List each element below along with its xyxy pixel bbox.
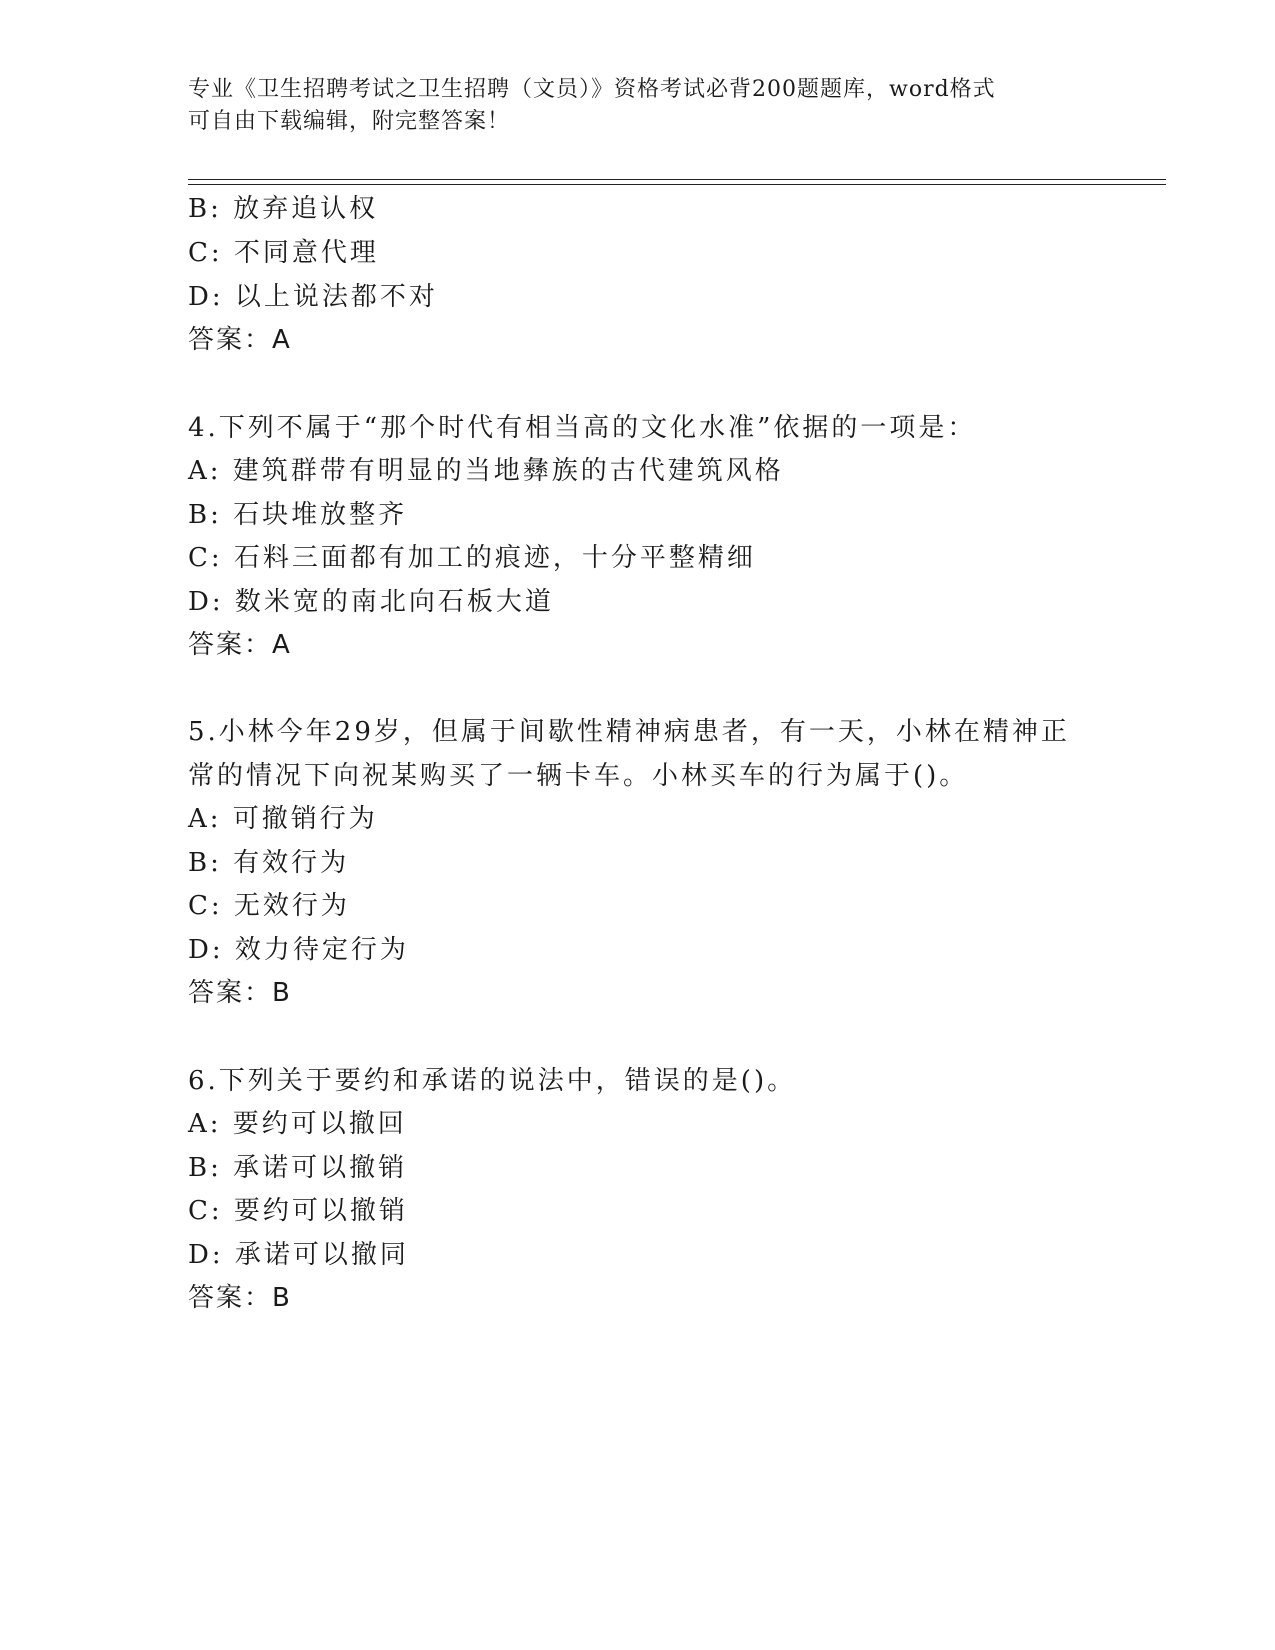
q6-stem: 6.下列关于要约和承诺的说法中，错误的是()。 xyxy=(188,1066,797,1096)
q5-option-a: A: 可撤销行为 xyxy=(188,804,378,834)
q4-option-a: A: 建筑群带有明显的当地彝族的古代建筑风格 xyxy=(188,456,784,486)
header-title-line-1: 专业《卫生招聘考试之卫生招聘（文员）》资格考试必背200题题库，word格式 xyxy=(188,77,996,102)
q4-option-c: C: 石料三面都有加工的痕迹，十分平整精细 xyxy=(188,543,756,573)
q4-option-b: B: 石块堆放整齐 xyxy=(188,500,408,530)
q5-option-c: C: 无效行为 xyxy=(188,891,350,921)
header-divider-bottom xyxy=(188,184,1166,185)
q3-option-c: C: 不同意代理 xyxy=(188,238,379,268)
q6-option-a: A: 要约可以撤回 xyxy=(188,1109,407,1139)
q3-option-b: B: 放弃追认权 xyxy=(188,194,379,224)
q3-option-d: D: 以上说法都不对 xyxy=(188,282,438,312)
q5-answer: 答案：B xyxy=(188,978,292,1008)
q6-answer: 答案：B xyxy=(188,1283,292,1313)
q5-stem-line-1: 5.小林今年29岁，但属于间歇性精神病患者，有一天，小林在精神正 xyxy=(188,717,1070,747)
q3-answer: 答案：A xyxy=(188,325,292,355)
q5-stem-line-2: 常的情况下向祝某购买了一辆卡车。小林买车的行为属于()。 xyxy=(188,761,969,791)
q6-option-d: D: 承诺可以撤同 xyxy=(188,1240,409,1270)
q6-option-c: C: 要约可以撤销 xyxy=(188,1196,408,1226)
q4-answer: 答案：A xyxy=(188,630,292,660)
q6-option-b: B: 承诺可以撤销 xyxy=(188,1153,408,1183)
header-divider-top xyxy=(188,179,1166,180)
document-header xyxy=(188,74,1088,138)
header-title-line-2: 可自由下载编辑，附完整答案！ xyxy=(188,109,511,134)
q5-option-d: D: 效力待定行为 xyxy=(188,935,409,965)
q4-option-d: D: 数米宽的南北向石板大道 xyxy=(188,587,554,617)
q4-stem: 4.下列不属于“那个时代有相当高的文化水准”依据的一项是： xyxy=(188,413,977,443)
q5-option-b: B: 有效行为 xyxy=(188,848,350,878)
